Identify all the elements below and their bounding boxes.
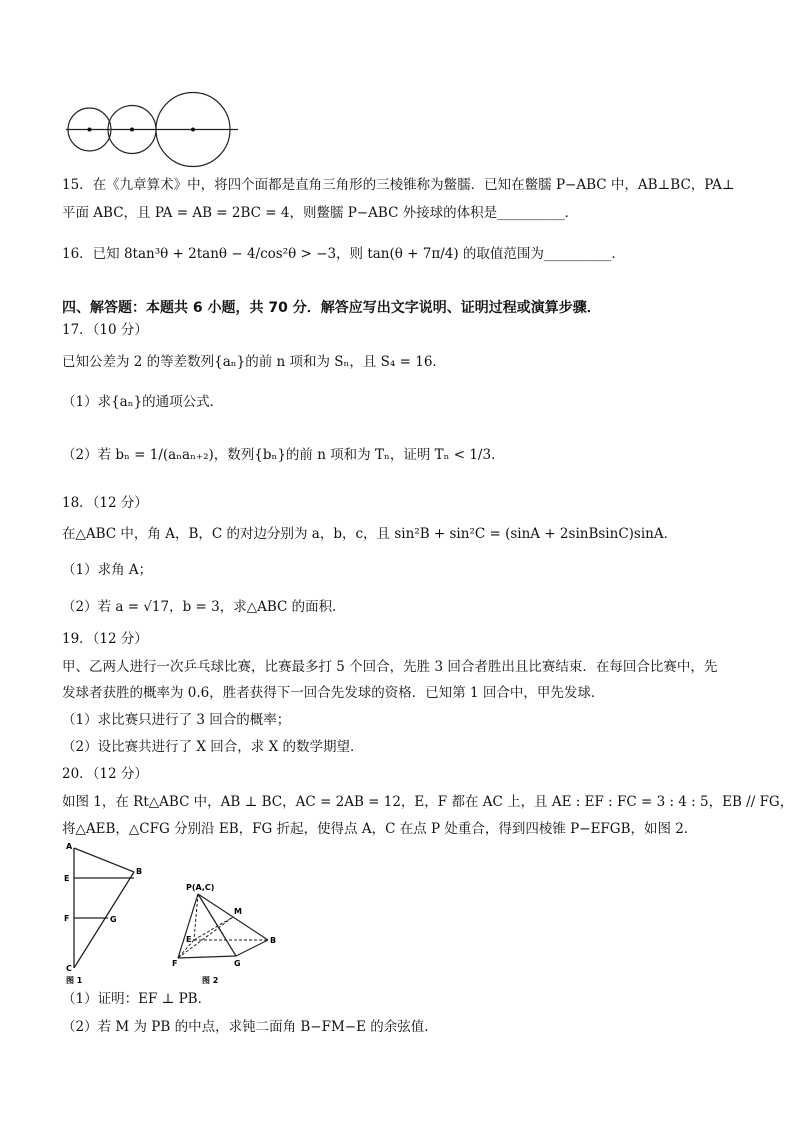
fig2-caption: 图 2 [202,976,219,985]
q18-part2: （2）若 a = √17，b = 3，求△ABC 的面积． [62,599,346,615]
fig2-label-g: G [234,959,241,968]
q20-stem2: 将△AEB，△CFG 分别沿 EB，FG 折起，使得点 A，C 在点 P 处重合，得到四棱锥 P−EFGB，如图 2． [62,821,698,837]
q18-stem: 在△ABC 中，角 A，B，C 的对边分别为 a，b，c，且 sin²B + sin²C = (sinA + 2sinBsinC)sinA． [62,526,678,542]
q20-header: 20．（12 分） [62,766,148,782]
q19-part2: （2）设比赛共进行了 X 回合，求 X 的数学期望． [62,739,364,755]
medium-circle-center [130,128,134,132]
q19-stem2: 发球者获胜的概率为 0.6，胜者获得下一回合先发球的资格．已知第 1 回合中，甲先发球． [62,685,605,701]
q16-text: 16．已知 8tan³θ + 2tanθ − 4/cos²θ > −3，则 tan(θ + 7π/4) 的取值范围为__________． [62,246,625,262]
q15-line2: 平面 ABC，且 PA = AB = 2BC = 4，则鳖臑 P−ABC 外接球的体积是__________． [62,205,579,221]
section-heading: 四、解答题：本题共 6 小题，共 70 分．解答应写出文字说明、证明过程或演算步骤． [62,300,601,316]
q18-part1: （1）求角 A； [62,562,153,578]
fig2-label-p: P(A,C) [186,883,215,892]
fig1-label-g: G [110,915,117,924]
fig2-label-m: M [234,907,242,916]
fig2-label-f: F [172,959,178,968]
q17-part2: （2）若 bₙ = 1/(aₙaₙ₊₂)，数列{bₙ}的前 n 项和为 Tₙ，证明 Tₙ < 1/3． [62,447,505,463]
q15-line1: 15．在《九章算术》中，将四个面都是直角三角形的三棱锥称为鳖臑．已知在鳖臑 P−ABC 中，AB⊥BC，PA⊥ [62,177,735,193]
fig2-edge-gb [236,940,268,956]
q17-header: 17．（10 分） [62,322,148,338]
fig1-label-a: A [66,842,73,851]
q20-stem1: 如图 1，在 Rt△ABC 中，AB ⊥ BC，AC = 2AB = 12，E，F 都在 AC 上，且 AE : EF : FC = 3 : 4 : 5，EB // FG， [62,794,794,810]
q20-part1: （1）证明：EF ⊥ PB． [62,991,212,1007]
fig1-label-b: B [136,867,143,876]
q19-part1: （1）求比赛只进行了 3 回合的概率； [62,712,291,728]
q18-header: 18．（12 分） [62,495,148,511]
circles-figure [62,88,242,172]
large-circle-center [191,128,195,132]
fig2-edge-em-dashed [194,917,233,940]
fig1-caption: 图 1 [66,976,83,985]
q17-stem: 已知公差为 2 的等差数列{aₙ}的前 n 项和为 Sₙ，且 S₄ = 16． [62,354,446,370]
figure-1 [62,840,162,990]
fig1-side-ab [74,848,134,872]
fig1-label-e: E [64,874,70,883]
fig2-label-e: E [186,935,192,944]
q19-stem1: 甲、乙两人进行一次乒乓球比赛，比赛最多打 5 个回合，先胜 3 回合者胜出且比赛结束．在每回合比赛中，先 [62,659,718,675]
fig2-label-b: B [270,936,277,945]
q20-part2: （2）若 M 为 PB 的中点，求钝二面角 B−FM−E 的余弦值． [62,1019,438,1035]
fig2-edge-fg [178,956,236,958]
fig1-label-c: C [66,964,72,973]
fig1-side-bc [74,872,134,968]
q19-header: 19．（12 分） [62,631,148,647]
q17-part1: （1）求{aₙ}的通项公式． [62,394,224,410]
small-circle-center [88,128,92,132]
figure-2 [170,880,280,990]
fig1-label-f: F [64,914,70,923]
